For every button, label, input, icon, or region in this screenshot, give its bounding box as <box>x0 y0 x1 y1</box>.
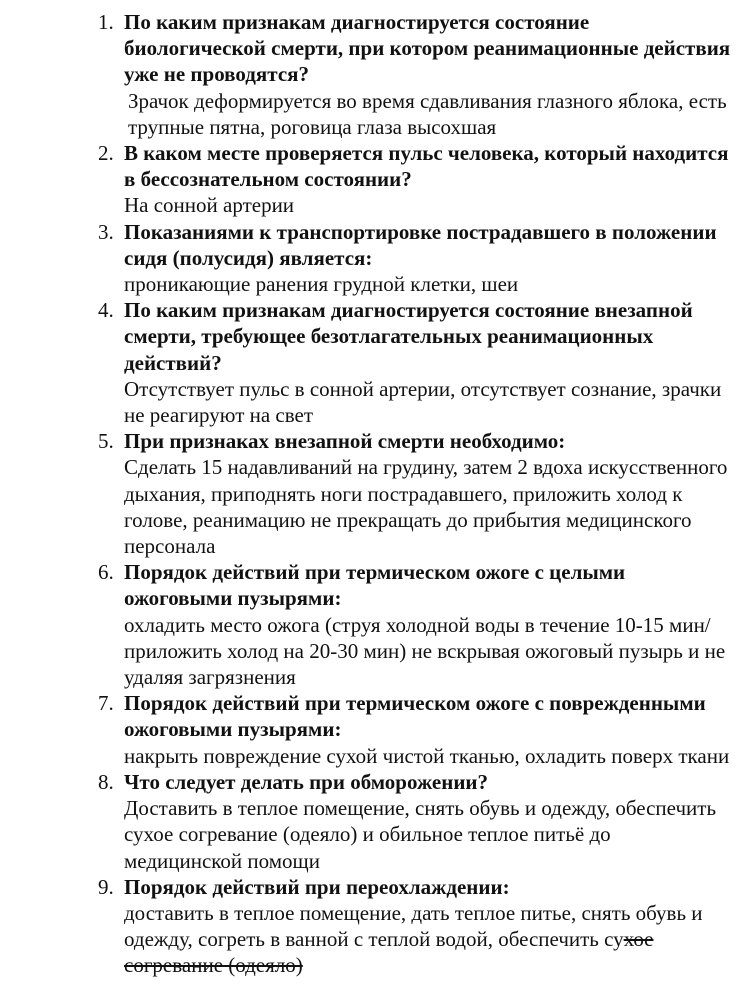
list-item <box>0 297 747 428</box>
answer-text: На сонной артерии <box>124 193 295 218</box>
item-number: 7. <box>98 691 114 716</box>
answer-text: Зрачок деформируется во время сдавливания глазного яблока, есть трупные пятна, роговица глаза высохшая <box>128 88 727 139</box>
item-number: 6. <box>98 560 114 585</box>
item-number: 2. <box>98 141 114 166</box>
answer-text: охладить место ожога (струя холодной воды в течение 10-15 мин/приложить холод на 20-30 мин) не вскрывая ожоговый пузырь и не удаляя загрязнения <box>124 612 726 690</box>
question-text: По каким признакам диагностируется состояние внезапной смерти, требующее безотлагательных реанимационных действий? <box>124 298 693 375</box>
item-number: 1. <box>98 10 114 34</box>
answer-text: Доставить в теплое помещение, снять обувь и одежду, обеспечить сухое согревание (одеяло) и обильное теплое питьё до медицинской помощи <box>124 796 717 873</box>
answer-text: накрыть повреждение сухой чистой тканью, охладить поверх ткани <box>124 743 730 768</box>
list-item <box>0 140 747 219</box>
question-text: Порядок действий при переохлаждении: <box>124 874 510 899</box>
answer-text-tail: обеспечить су <box>498 927 624 952</box>
question-text: Порядок действий при термическом ожоге с поврежденными ожоговыми пузырями: <box>124 691 706 742</box>
list-item <box>0 9 747 140</box>
question-text: Показаниями к транспортировке пострадавшего в положении сидя (полусидя) является: <box>124 219 717 270</box>
list-item <box>0 559 747 690</box>
question-text: При признаках внезапной смерти необходимо: <box>124 429 566 454</box>
question-text: В каком месте проверяется пульс человека, который находится в бессознательном состоянии? <box>124 141 729 192</box>
list-item <box>0 219 747 298</box>
list-item <box>0 769 747 874</box>
list-item <box>0 428 747 559</box>
list-item <box>0 874 747 979</box>
answer-text-struck: хое согревание (одеяло) <box>124 927 654 978</box>
answer-text-main: доставить в теплое помещение, дать теплое питье, снять обувь и одежду, согреть в ванной с теплой водой, <box>124 900 703 952</box>
answer-text <box>124 900 733 979</box>
list-item <box>0 690 747 769</box>
item-number: 9. <box>98 874 114 899</box>
question-text: Что следует делать при обморожении? <box>124 769 489 794</box>
item-number: 5. <box>98 429 114 454</box>
question-answer-list <box>0 9 747 979</box>
answer-text: Отсутствует пульс в сонной артерии, отсутствует сознание, зрачки не реагируют на свет <box>124 376 722 428</box>
item-number: 4. <box>98 298 114 323</box>
item-number: 8. <box>98 769 114 794</box>
question-text: По каким признакам диагностируется состояние биологической смерти, при котором реанимационные действия уже не проводятся? <box>124 10 731 87</box>
question-text: Порядок действий при термическом ожоге с целыми ожоговыми пузырями: <box>124 560 626 611</box>
item-number: 3. <box>98 219 114 244</box>
answer-text: Сделать 15 надавливаний на грудину, затем 2 вдоха искусственного дыхания, приподнять ноги пострадавшего, приложить холод к голове, реанимацию не прекращать до прибытия медицинского персонала <box>124 455 728 559</box>
answer-text: проникающие ранения грудной клетки, шеи <box>124 272 519 297</box>
